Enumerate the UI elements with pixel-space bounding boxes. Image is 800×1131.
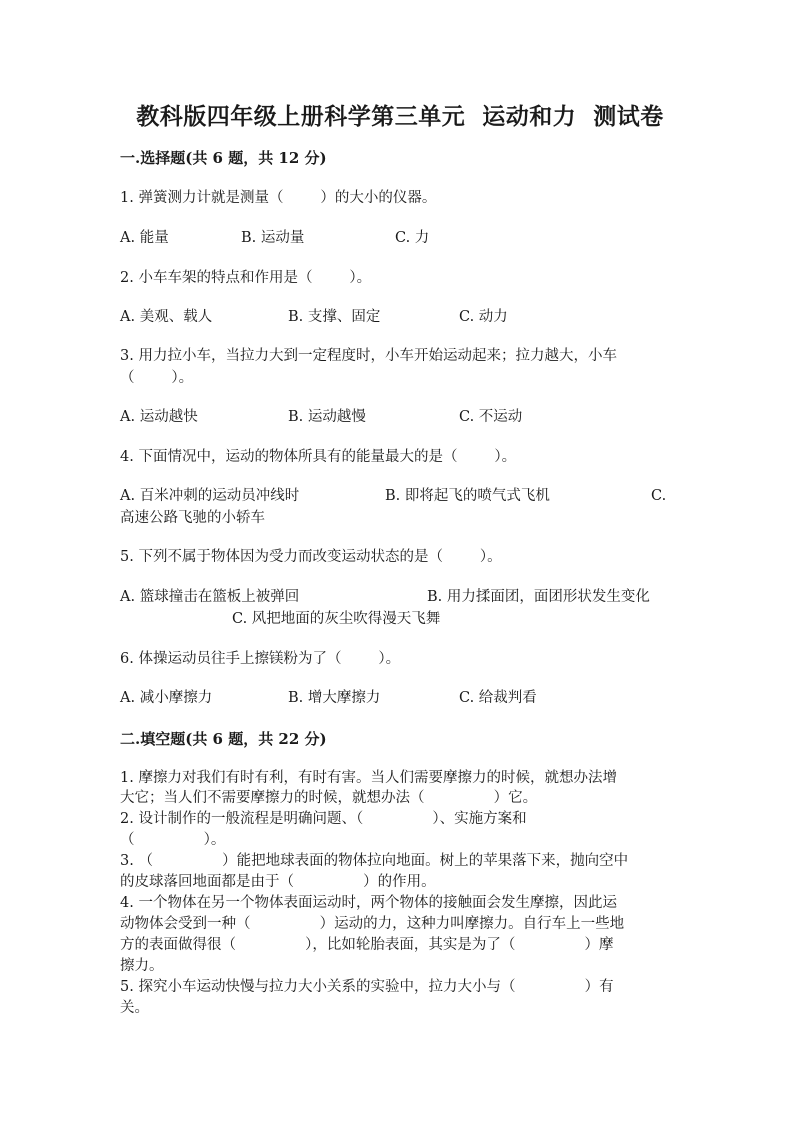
- fill-2-line-1: 2. 设计制作的一般流程是明确问题、（ ）、实施方案和: [120, 811, 527, 827]
- question-4-stem: 4. 下面情况中，运动的物体所具有的能量最大的是（ ）。: [120, 449, 517, 465]
- question-4-option-c-label: C.: [651, 488, 667, 504]
- question-6-option-b: B. 增大摩擦力: [288, 690, 381, 706]
- fill-4-line-4: 擦力。: [120, 958, 164, 974]
- question-5-stem: 5. 下列不属于物体因为受力而改变运动状态的是（ ）。: [120, 549, 502, 565]
- fill-3-line-1: 3. （ ）能把地球表面的物体拉向地面。树上的苹果落下来，抛向空中: [120, 853, 629, 869]
- question-3-stem-line-1: 3. 用力拉小车，当拉力大到一定程度时，小车开始运动起来；拉力越大，小车: [120, 348, 617, 364]
- question-3-option-c: C. 不运动: [459, 409, 523, 425]
- question-1-option-a: A. 能量: [120, 230, 169, 246]
- question-1-stem: 1. 弹簧测力计就是测量（ ）的大小的仪器。: [120, 190, 437, 206]
- section-heading-multiple-choice: 一.选择题(共 6 题，共 12 分): [120, 149, 327, 167]
- question-4-option-c-text: 高速公路飞驰的小轿车: [120, 510, 265, 526]
- fill-5-line-2: 关。: [120, 1000, 149, 1016]
- question-3-stem-line-2: （ ）。: [120, 370, 194, 386]
- question-6-option-a: A. 减小摩擦力: [120, 690, 213, 706]
- fill-1-line-2: 大它；当人们不需要摩擦力的时候，就想办法（ ）它。: [120, 790, 538, 806]
- question-2-stem: 2. 小车车架的特点和作用是（ ）。: [120, 270, 372, 286]
- question-2-option-a: A. 美观、载人: [120, 309, 213, 325]
- question-6-option-c: C. 给裁判看: [459, 690, 537, 706]
- question-1-option-c: C. 力: [395, 230, 430, 246]
- question-5-option-b: B. 用力揉面团，面团形状发生变化: [427, 589, 650, 605]
- fill-5-line-1: 5. 探究小车运动快慢与拉力大小关系的实验中，拉力大小与（ ）有: [120, 979, 614, 995]
- fill-2-line-2: （ ）。: [120, 832, 226, 848]
- section-heading-fill-in: 二.填空题(共 6 题，共 22 分): [120, 730, 327, 748]
- page-title: 教科版四年级上册科学第三单元 运动和力 测试卷: [136, 103, 664, 130]
- fill-4-line-2: 动物体会受到一种（ ）运动的力，这种力叫摩擦力。自行车上一些地: [120, 916, 625, 932]
- fill-4-line-3: 方的表面做得很（ ），比如轮胎表面，其实是为了（ ）摩: [120, 937, 614, 953]
- fill-4-line-1: 4. 一个物体在另一个物体表面运动时，两个物体的接触面会发生摩擦，因此运: [120, 895, 617, 911]
- question-6-stem: 6. 体操运动员往手上擦镁粉为了（ ）。: [120, 651, 401, 667]
- question-5-option-a: A. 篮球撞击在篮板上被弹回: [120, 589, 300, 605]
- question-4-option-b: B. 即将起飞的喷气式飞机: [385, 488, 550, 504]
- question-4-option-a: A. 百米冲刺的运动员冲线时: [120, 488, 300, 504]
- question-2-option-b: B. 支撑、固定: [288, 309, 381, 325]
- question-1-option-b: B. 运动量: [241, 230, 305, 246]
- fill-1-line-1: 1. 摩擦力对我们有时有利，有时有害。当人们需要摩擦力的时候，就想办法增: [120, 770, 617, 786]
- fill-3-line-2: 的皮球落回地面都是由于（ ）的作用。: [120, 874, 436, 890]
- question-3-option-a: A. 运动越快: [120, 409, 198, 425]
- question-2-option-c: C. 动力: [459, 309, 508, 325]
- question-5-option-c: C. 风把地面的灰尘吹得漫天飞舞: [232, 611, 441, 627]
- question-3-option-b: B. 运动越慢: [288, 409, 366, 425]
